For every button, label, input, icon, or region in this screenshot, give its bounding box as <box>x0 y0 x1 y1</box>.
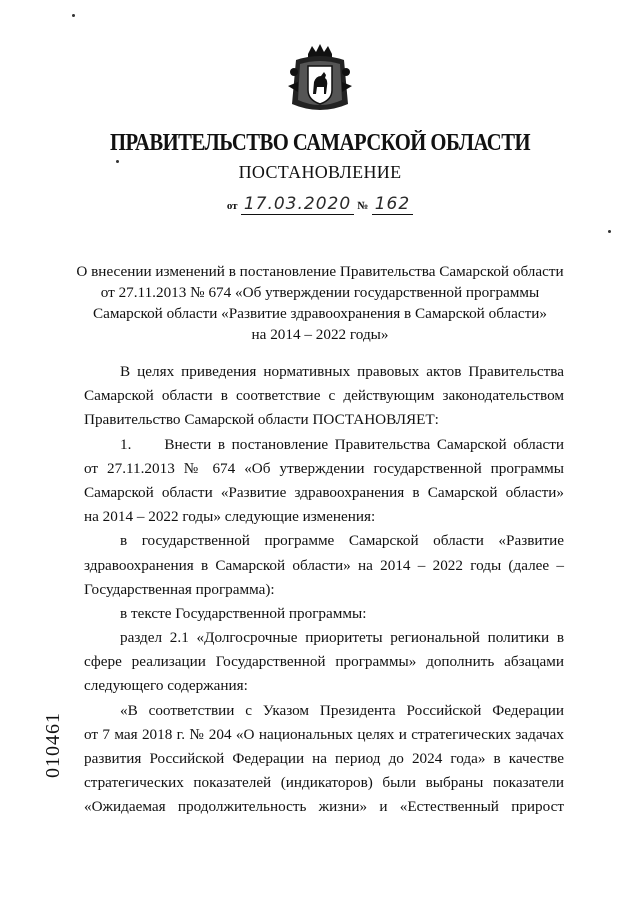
heading-line: от 27.11.2013 № 674 «Об утверждении государственной программы <box>100 284 540 301</box>
heading-line: О внесении изменений в постановление Правительства Самарской области <box>76 263 564 280</box>
document-body <box>84 360 564 820</box>
body-line: 1. Внести в постановление Правительства Самарской области <box>120 435 564 453</box>
body-line: на 2014 – 2022 годы» следующие изменения: <box>84 508 376 526</box>
date-value: 17.03.2020 <box>241 194 354 215</box>
body-line: «Ожидаемая продолжительность жизни» и «Естественный прирост <box>84 798 564 816</box>
body-line: сфере реализации Государственной программы» дополнить абзацами <box>84 653 564 671</box>
number-value: 162 <box>372 194 413 215</box>
date-prefix: от <box>226 200 238 212</box>
heading-line: на 2014 – 2022 годы» <box>251 326 389 343</box>
body-line: следующего содержания: <box>84 677 248 695</box>
scan-speck <box>72 14 75 17</box>
date-number-line <box>0 194 640 214</box>
body-line: Государственная программа): <box>84 580 275 598</box>
number-prefix: № <box>357 200 369 212</box>
body-line: в государственной программе Самарской области «Развитие <box>120 532 564 550</box>
body-line: «В соответствии с Указом Президента Российской Федерации <box>120 701 564 719</box>
document-heading <box>60 261 580 345</box>
heading-line: Самарской области «Развитие здравоохранения в Самарской области» <box>93 305 547 322</box>
body-line: Самарской области «Развитие здравоохранения в Самарской области» <box>84 483 564 501</box>
body-line: раздел 2.1 «Долгосрочные приоритеты региональной политики в <box>120 629 564 647</box>
body-line: В целях приведения нормативных правовых актов Правительства <box>120 363 564 380</box>
body-line: стратегических показателей (индикаторов) были выбраны показатели <box>84 774 564 792</box>
body-line: в тексте Государственной программы: <box>120 604 367 622</box>
body-line: здравоохранения в Самарской области» на 2014 – 2022 годы (далее – <box>84 556 564 574</box>
body-line: от 7 мая 2018 г. № 204 «О национальных целях и стратегических задачах <box>84 725 564 743</box>
side-stamp-number <box>42 708 62 778</box>
samara-coat-of-arms-icon <box>286 42 354 116</box>
body-line: Самарской области в соответствие с действующим законодательством <box>84 387 564 405</box>
org-title: ПРАВИТЕЛЬСТВО САМАРСКОЙ ОБЛАСТИ <box>109 130 531 156</box>
body-line: Правительство Самарской области ПОСТАНОВЛЯЕТ: <box>84 411 439 429</box>
scan-speck <box>608 230 611 233</box>
doc-type: ПОСТАНОВЛЕНИЕ <box>238 162 402 182</box>
body-line: развития Российской Федерации на период до 2024 года» в качестве <box>84 750 564 767</box>
side-stamp-text: 010461 <box>42 712 64 778</box>
body-line: от 27.11.2013 № 674 «Об утверждении государственной программы <box>84 459 564 477</box>
